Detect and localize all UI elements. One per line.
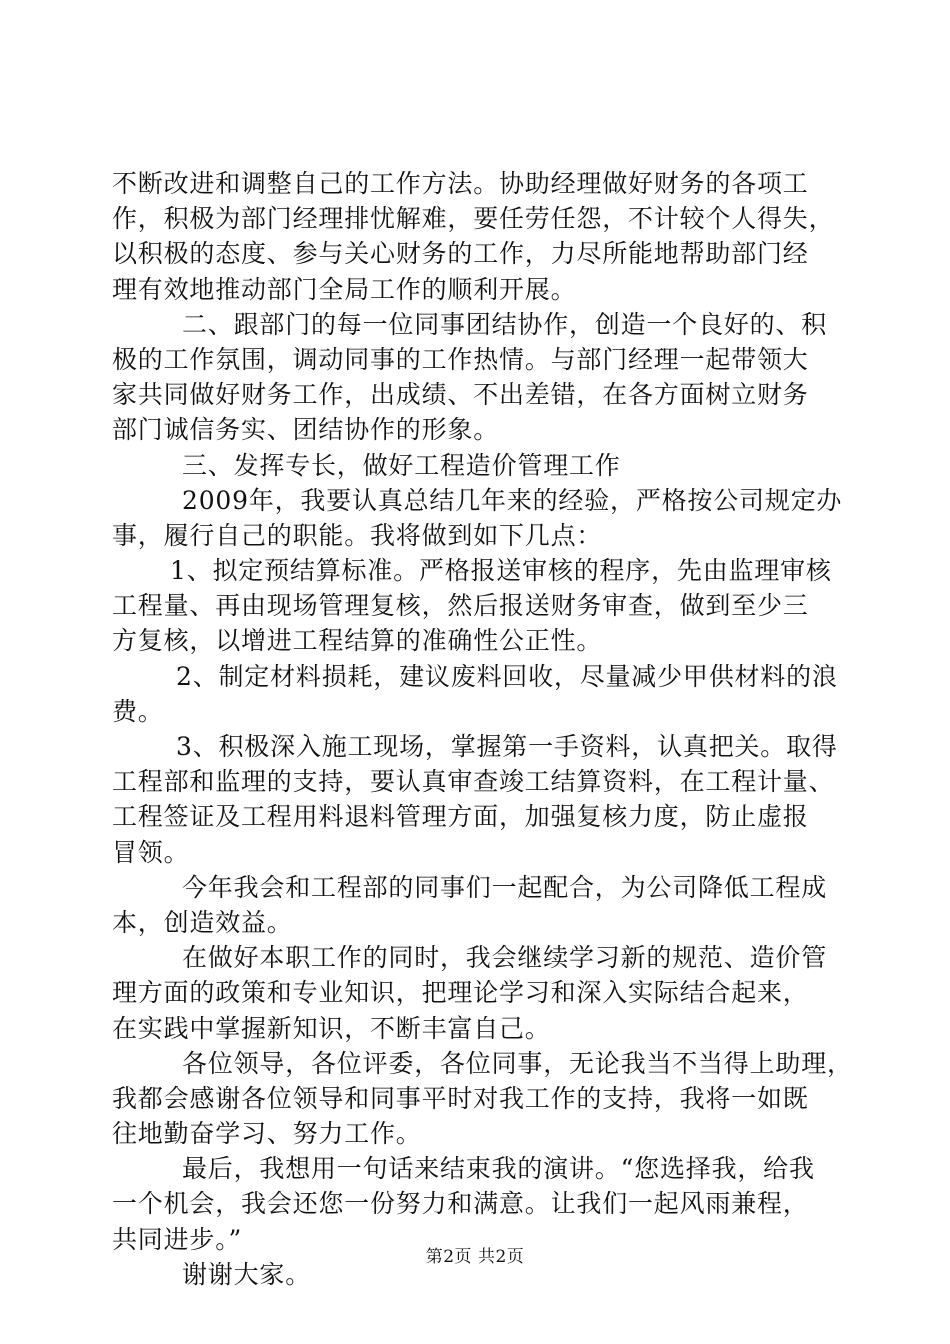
text-line: 各位领导，各位评委，各位同事，无论我当不当得上助理， xyxy=(182,1048,853,1078)
text-line: 极的工作氛围，调动同事的工作热情。与部门经理一起带领大 xyxy=(112,344,809,374)
text-line: 以积极的态度、参与关心财务的工作，力尽所能地帮助部门经 xyxy=(112,239,809,269)
text-line: 二、跟部门的每一位同事团结协作，创造一个良好的、积 xyxy=(182,309,828,339)
text-line: 方复核，以增进工程结算的准确性公正性。 xyxy=(112,626,603,656)
text-line: 一个机会，我会还您一份努力和满意。让我们一起风雨兼程， xyxy=(112,1189,809,1219)
text-line: 部门诚信务实、团结协作的形象。 xyxy=(112,415,500,445)
text-line: 作，积极为部门经理排忧解难，要任劳任怨，不计较个人得失， xyxy=(112,204,835,234)
text-line: 工程量、再由现场管理复核，然后报送财务审查，做到至少三 xyxy=(112,591,809,621)
text-line: 在实践中掌握新知识，不断丰富自己。 xyxy=(112,1013,551,1043)
text-line: 理有效地推动部门全局工作的顺利开展。 xyxy=(112,274,577,304)
text-line: 往地勤奋学习、努力工作。 xyxy=(112,1119,422,1149)
text-line: 工程部和监理的支持，要认真审查竣工结算资料，在工程计量、 xyxy=(112,767,835,797)
text-line: 冒领。 xyxy=(112,837,190,867)
text-line: 今年我会和工程部的同事们一起配合，为公司降低工程成 xyxy=(182,872,828,902)
text-line: 我都会感谢各位领导和同事平时对我工作的支持，我将一如既 xyxy=(112,1083,809,1113)
text-line: 在做好本职工作的同时，我会继续学习新的规范、造价管 xyxy=(182,943,828,973)
document-body xyxy=(112,166,853,1292)
text-line: 家共同做好财务工作，出成绩、不出差错，在各方面树立财务 xyxy=(112,380,809,410)
text-line: 共同进步。” xyxy=(112,1224,243,1254)
text-line: 本，创造效益。 xyxy=(112,907,293,937)
text-line: 2、制定材料损耗，建议废料回收，尽量减少甲供材料的浪 xyxy=(176,661,838,691)
text-line: 不断改进和调整自己的工作方法。协助经理做好财务的各项工 xyxy=(112,169,809,198)
text-line: 1、拟定预结算标准。严格报送审核的程序，先由监理审核 xyxy=(170,556,832,586)
text-line: 工程签证及工程用料退料管理方面，加强复核力度，防止虚报 xyxy=(112,802,809,832)
text-line: 2009年，我要认真总结几年来的经验，严格按公司规定办 xyxy=(182,485,843,515)
text-line: 事，履行自己的职能。我将做到如下几点： xyxy=(112,520,603,550)
text-line: 理方面的政策和专业知识，把理论学习和深入实际结合起来， xyxy=(112,978,809,1008)
text-line: 3、积极深入施工现场，掌握第一手资料，认真把关。取得 xyxy=(176,732,838,761)
text-line: 三、发挥专长，做好工程造价管理工作 xyxy=(182,450,621,480)
text-line: 最后，我想用一句话来结束我的演讲。“您选择我，给我 xyxy=(182,1154,815,1184)
text-line: 谢谢大家。 xyxy=(182,1259,312,1289)
page-footer: 第2页 共2页 xyxy=(425,1247,525,1267)
text-line: 费。 xyxy=(112,696,164,726)
